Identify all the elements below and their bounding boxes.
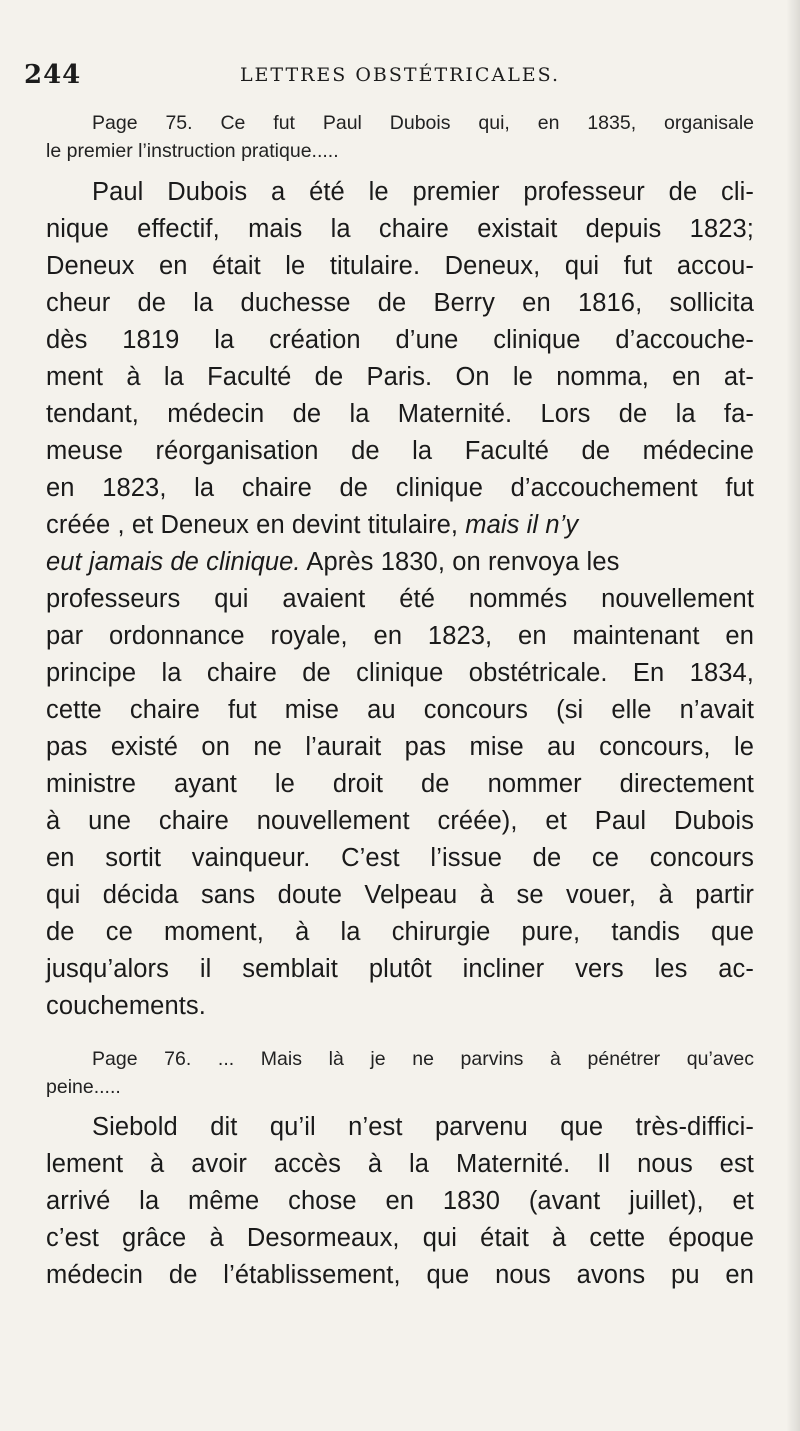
text-line: ministre ayant le droit de nommer directement bbox=[46, 770, 754, 798]
text-line bbox=[46, 548, 619, 577]
page-number: 244 bbox=[24, 60, 82, 90]
text-line: arrivé la même chose en 1830 (avant juillet), et bbox=[46, 1187, 754, 1215]
text-line: médecin de l’établissement, que nous avons pu en bbox=[46, 1261, 754, 1289]
text-line: cette chaire fut mise au concours (si elle n’avait bbox=[46, 696, 754, 724]
text-line: qui décida sans doute Velpeau à se vouer, à partir bbox=[46, 881, 754, 909]
text-line: dès 1819 la création d’une clinique d’accouche- bbox=[46, 326, 754, 354]
text-line: principe la chaire de clinique obstétricale. En 1834, bbox=[46, 659, 754, 687]
quote-line: Page 75. Ce fut Paul Dubois qui, en 1835, organisale bbox=[92, 112, 754, 134]
text-line: Paul Dubois a été le premier professeur de cli- bbox=[92, 178, 754, 206]
page-edge-shadow bbox=[786, 0, 800, 1431]
text-line: en 1823, la chaire de clinique d’accouchement fut bbox=[46, 474, 754, 502]
text-line bbox=[46, 511, 578, 540]
text-line: à une chaire nouvellement créée), et Paul Dubois bbox=[46, 807, 754, 835]
text-line: par ordonnance royale, en 1823, en maintenant en bbox=[46, 622, 754, 650]
text-line: nique effectif, mais la chaire existait depuis 1823; bbox=[46, 215, 754, 243]
text-line: meuse réorganisation de la Faculté de médecine bbox=[46, 437, 754, 465]
italic-segment: mais il n’y bbox=[465, 511, 579, 539]
running-title: LETTRES OBSTÉTRICALES. bbox=[239, 64, 561, 86]
text-line: professeurs qui avaient été nommés nouvellement bbox=[46, 585, 754, 613]
quote-line: peine..... bbox=[46, 1076, 121, 1098]
text-line: en sortit vainqueur. C’est l’issue de ce concours bbox=[46, 844, 754, 872]
text-line: cheur de la duchesse de Berry en 1816, sollicita bbox=[46, 289, 754, 317]
italic-segment: eut jamais de clinique. bbox=[46, 548, 301, 576]
quote-line: Page 76. ... Mais là je ne parvins à pénétrer qu’avec bbox=[92, 1048, 754, 1070]
page-header bbox=[0, 60, 800, 100]
text-line: pas existé on ne l’aurait pas mise au concours, le bbox=[46, 733, 754, 761]
text-line: de ce moment, à la chirurgie pure, tandis que bbox=[46, 918, 754, 946]
text-segment: créée , et Deneux en devint titulaire, bbox=[46, 511, 459, 539]
text-line: couchements. bbox=[46, 992, 206, 1020]
text-line: tendant, médecin de la Maternité. Lors de la fa- bbox=[46, 400, 754, 428]
text-line: Deneux en était le titulaire. Deneux, qui fut accou- bbox=[46, 252, 754, 280]
text-line: c’est grâce à Desormeaux, qui était à cette époque bbox=[46, 1224, 754, 1252]
text-line: Siebold dit qu’il n’est parvenu que très-diffici- bbox=[92, 1113, 754, 1141]
text-line: ment à la Faculté de Paris. On le nomma, en at- bbox=[46, 363, 754, 391]
text-segment: Après 1830, on renvoya les bbox=[306, 548, 620, 576]
text-line: jusqu’alors il semblait plutôt incliner vers les ac- bbox=[46, 955, 754, 983]
quote-line: le premier l’instruction pratique..... bbox=[46, 140, 339, 162]
text-line: lement à avoir accès à la Maternité. Il nous est bbox=[46, 1150, 754, 1178]
